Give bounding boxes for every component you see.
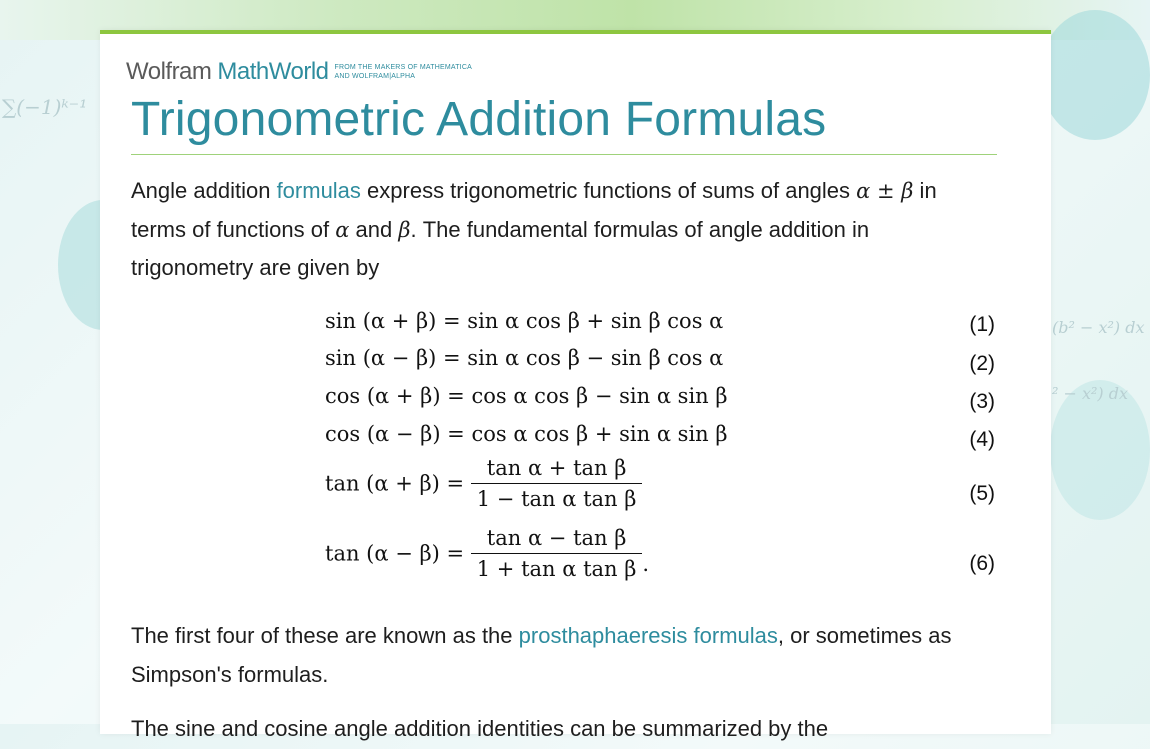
mathworld-logo[interactable] bbox=[126, 58, 472, 86]
page-title: Trigonometric Addition Formulas bbox=[131, 93, 827, 146]
math-alpha: α bbox=[335, 217, 350, 242]
background-formula-decoration: ² − x²) dx bbox=[1052, 384, 1129, 403]
article-card bbox=[100, 30, 1051, 741]
equation-5: tan (α + β) = $\frac{\text{tan α + tan β}}{\text{1 − tan α tan β}}$ bbox=[325, 456, 642, 511]
sum-identities-paragraph: The sine and cosine angle addition identities can be summarized by the bbox=[131, 716, 829, 741]
logo-wolfram-text: Wolfram bbox=[126, 58, 212, 85]
logo-tagline: FROM THE MAKERS OF MATHEMATICA AND WOLFRAM|ALPHA bbox=[334, 64, 472, 80]
equation-number-4: (4) bbox=[969, 428, 995, 451]
fraction: $\frac{\text{tan α − tan β}}{\text{1 + tan α tan β}}$ bbox=[471, 526, 643, 581]
background-decoration-right bbox=[1040, 10, 1150, 140]
background-formula-decoration: (b² − x²) dx bbox=[1052, 318, 1145, 337]
background-formula-decoration: ∑(−1)ᵏ⁻¹ bbox=[2, 95, 88, 119]
equation-number-3: (3) bbox=[969, 390, 995, 413]
math-alpha-pm-beta: α ± β bbox=[856, 179, 914, 203]
math-beta: β bbox=[398, 217, 411, 242]
equation-4: cos (α − β) = cos α cos β + sin α sin β bbox=[325, 422, 728, 446]
equation-number-2: (2) bbox=[969, 352, 995, 375]
equation-number-6: (6) bbox=[969, 552, 995, 575]
prosthaphaeresis-formulas-link[interactable]: prosthaphaeresis formulas bbox=[518, 623, 778, 648]
equation-number-5: (5) bbox=[969, 482, 995, 505]
logo-mathworld-text: MathWorld bbox=[217, 58, 329, 85]
title-divider bbox=[131, 154, 997, 155]
equation-number-1: (1) bbox=[969, 313, 995, 336]
prosthaphaeresis-paragraph: The first four of these are known as the prosthaphaeresis formulas, or sometimes as Simpson's formulas. bbox=[131, 623, 952, 687]
fraction: $\frac{\text{tan α + tan β}}{\text{1 − tan α tan β}}$ bbox=[471, 456, 643, 511]
equation-6: tan (α − β) = $\frac{\text{tan α − tan β}}{\text{1 + tan α tan β}}$ . bbox=[325, 526, 650, 581]
formulas-link[interactable]: formulas bbox=[276, 178, 361, 203]
intro-paragraph: Angle addition formulas express trigonometric functions of sums of angles α ± β in terms of functions of α and β. The fundamental formulas of angle addition in trigonometry are given by bbox=[131, 178, 937, 280]
equation-3: cos (α + β) = cos α cos β − sin α sin β bbox=[325, 384, 728, 408]
equation-2: sin (α − β) = sin α cos β − sin β cos α bbox=[325, 346, 724, 370]
equation-1: sin (α + β) = sin α cos β + sin β cos α bbox=[325, 309, 724, 333]
